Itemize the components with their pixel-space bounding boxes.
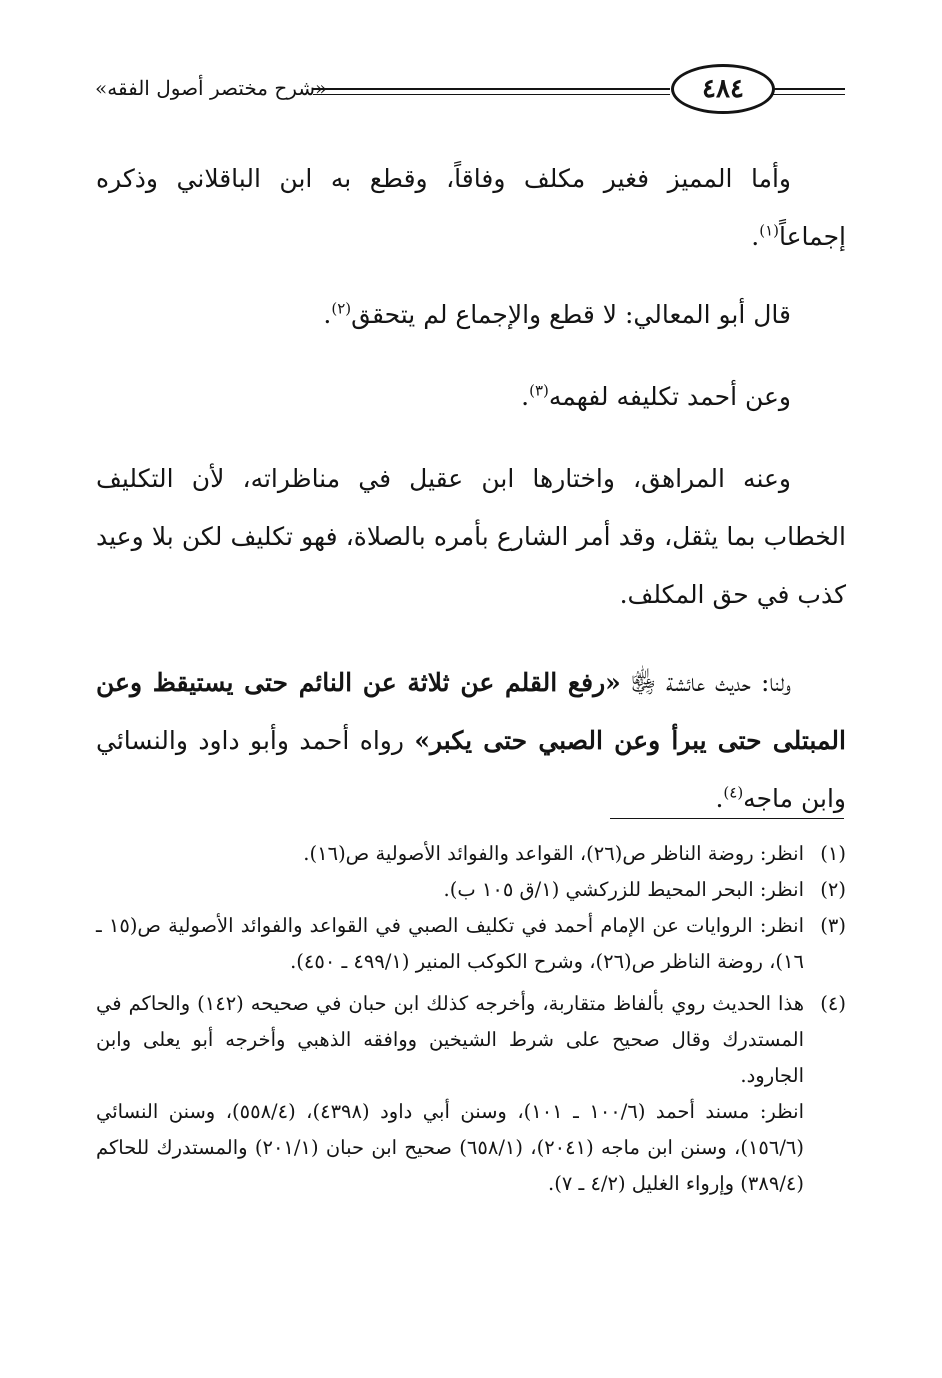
page-header: [95, 58, 845, 128]
footnote-ref-1: (١): [759, 221, 779, 240]
footnote-ref-3: (٣): [529, 381, 549, 400]
paragraph-3: وعن أحمد تكليفه لفهمه$^{(٣)}$.: [521, 381, 791, 411]
header-rule-left: [313, 88, 670, 95]
footnote-2: (٢) انظر: البحر المحيط للزركشي (١/ق ١٠٥ ب).: [443, 878, 846, 901]
footnote-4-references: انظر: مسند أحمد (١٠٠/٦ ـ ١٠١)، وسنن أبي داود (٤٣٩٨)، (٥٥٨/٤)، وسنن النسائي (١٥٦/٦)، وسنن ابن ماجه (٢٠٤١)، (٦٥٨/١) صحيح ابن حبان (٢٠١/١) والمستدرك للحاكم (٣٨٩/٤) وإرواء الغليل (٤/٢ ـ ٧).: [96, 1100, 805, 1195]
page-number: ٤٨٤: [671, 64, 775, 114]
paragraph-2: قال أبو المعالي: لا قطع والإجماع لم يتحقق$^{(٢)}$.: [323, 299, 791, 329]
hadith-text: «رفع القلم عن ثلاثة عن النائم حتى يستيقظ وعن المبتلى حتى يبرأ وعن الصبي حتى يكبر»: [96, 668, 846, 755]
paragraph-5: ولنا: حديث عائشة ﵂ «رفع القلم عن ثلاثة عن النائم حتى يستيقظ وعن المبتلى حتى يبرأ وعن الصبي حتى يكبر» رواه أحمد وأبو داود والنسائي وابن ماجه$^{(٤)}$.: [96, 668, 846, 813]
footnote-4: (٤) هذا الحديث روي بألفاظ متقاربة، وأخرجه كذلك ابن حبان في صحيحه (١٤٢) والحاكم في المستدرك وقال صحيح على شرط الشيخين ووافقه الذهبي وأخرجه أبو يعلى وابن الجارود.: [96, 992, 846, 1087]
footnote-ref-2: (٢): [331, 299, 352, 318]
header-rule-right: [773, 88, 845, 95]
running-title: «شرح مختصر أصول الفقه»: [95, 76, 328, 100]
footnote-ref-4: (٤): [723, 783, 744, 802]
main-text: [96, 150, 846, 828]
footnote-3: (٣) انظر: الروايات عن الإمام أحمد في تكليف الصبي في القواعد والفوائد الأصولية ص(١٥ ـ ١٦)، روضة الناظر ص(٢٦)، وشرح الكوكب المنير (٤٩٩/١ ـ ٤٥٠).: [96, 914, 846, 973]
paragraph-4: وعنه المراهق، واختارها ابن عقيل في مناظراته، لأن التكليف الخطاب بما يثقل، وقد أمر الشارع بأمره بالصلاة، فهو تكليف لكن بلا وعيد كذب في حق المكلف.: [96, 464, 846, 609]
paragraph-1: وأما المميز فغير مكلف وفاقاً، وقطع به ابن الباقلاني وذكره إجماعاً$^{(١)}$.: [96, 164, 846, 251]
footnotes: [96, 836, 846, 1202]
footnote-1: (١) انظر: روضة الناظر ص(٢٦)، القواعد والفوائد الأصولية ص(١٦).: [303, 842, 846, 865]
footnote-separator: [610, 818, 844, 819]
